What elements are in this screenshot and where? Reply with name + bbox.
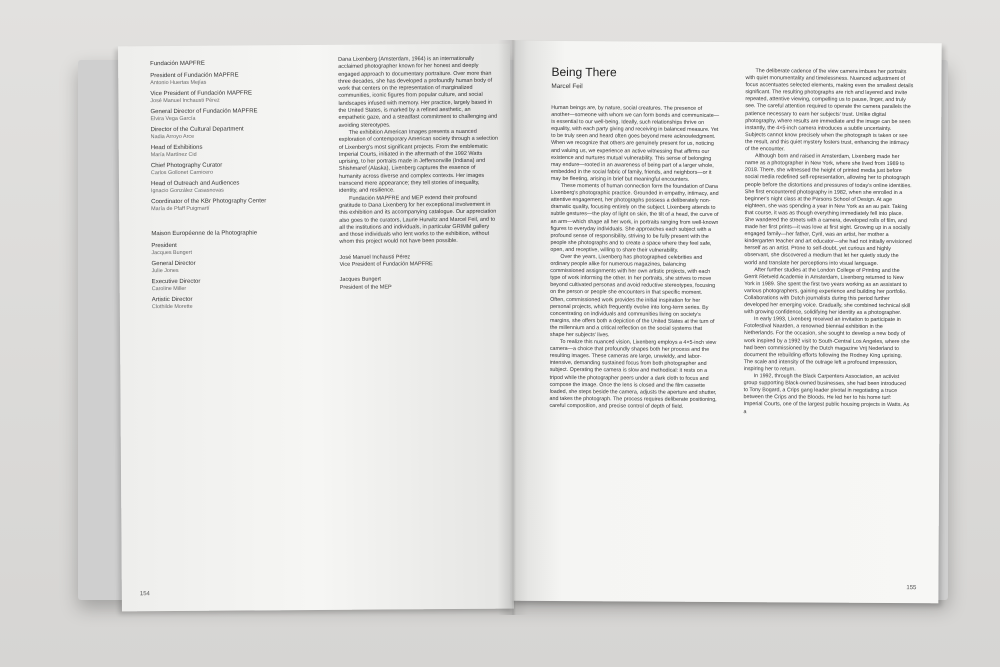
credit-role: President of Fundación MAPFRE	[150, 72, 239, 80]
paragraph: These moments of human connection form the foundation of Dana Lixenberg's photographic practice. Grounded in empathy, intimacy, and attentive engagement, her photographs possess a deliberately non-dramatic quality, focusing entirely on the subject. Lixenberg attends to subtle gestures—the play of light on skin, the tilt of a head, the curve of an arm—which shape all her work, in portraits ranging from well-known figures to everyday individuals. She approaches each subject with a profound sense of responsibility, striving to be fully present with the people she photographs and to create a space where they feel safe, open, and receptive, willing to share their vulnerability.	[550, 183, 719, 254]
credit-entry	[152, 278, 302, 293]
text-column-1	[549, 105, 719, 411]
signature-block	[340, 276, 500, 292]
credit-entry	[151, 198, 301, 213]
org-title: Fundación MAPFRE	[150, 60, 205, 68]
credit-role: Head of Exhibitions	[150, 144, 203, 152]
paragraph: After further studies at the London College of Printing and the Gerrit Rietveld Academie in Amsterdam, Lixenberg returned to New York in 1989. She spent the first two years working as an assistant to various photographers, gaining experience and building her portfolio. Collaborations with Dutch journalists during this period further developed her emerging voice. Gradually, she combined technical skill with growing confidence, solidifying her identity as a photographer.	[744, 266, 911, 317]
credit-name: Julie Jones	[151, 267, 179, 275]
credit-entry	[150, 72, 300, 87]
signature-name: Jacques Bungert	[339, 276, 381, 284]
credits-column	[150, 60, 302, 315]
org-title: Maison Européenne de la Photographie	[151, 230, 258, 238]
credit-entry	[151, 144, 301, 159]
credit-name: Clothilde Morette	[151, 303, 193, 311]
paragraph: Fundación MAPFRE and MEP extend their profound gratitude to Dana Lixenberg for her exceptional involvement in this exhibition and its accompanying catalogue. Our appreciation also goes to the curators, Laurie Hurwitz and Marcel Feil, and to all the institutions and individuals, in particular GRIMM gallery and those individuals who lent works to the exhibition, without whom this project would not have been possible.	[339, 194, 497, 246]
credit-name: María Martínez Cid	[150, 151, 197, 159]
credit-role: Chief Photography Curator	[150, 162, 223, 170]
credit-role: Artistic Director	[151, 296, 193, 304]
credit-role: Director of the Cultural Department	[150, 126, 244, 134]
credit-entry	[152, 260, 302, 275]
credit-name: Elvira Vega García	[150, 115, 196, 123]
signature-title: Vice President of Fundación MAPFRE	[339, 261, 433, 268]
signature-title: President of the MEP	[339, 284, 392, 291]
credit-entry	[151, 242, 301, 257]
credit-name: Nadia Arroyo Arce	[150, 133, 195, 141]
signature-block	[339, 253, 499, 269]
credit-name: María de Pfaff Puigmartí	[151, 205, 210, 213]
credit-role: Executive Director	[151, 278, 201, 286]
signature-name: José Manuel Inchausti Pérez	[339, 254, 411, 261]
credit-entry	[151, 180, 301, 195]
credit-name: Antonio Huertas Mejías	[150, 79, 207, 87]
credit-name: Caroline Miller	[151, 285, 187, 293]
paragraph: Over the years, Lixenberg has photographed celebrities and ordinary people alike for numerous magazines, balancing commissioned assignments with her own artistic projects, with each type of work informing the other. In her portraits, she strives to move beyond cultivated personas and avoid reductive stereotypes, focusing on the person or people she encounters in that specific moment. Often, commissioned work provides the initial inspiration for her personal projects, which frequently evolve into long-term series. By concentrating on individuals and communities living on society's margins, she offers both a depiction of the United States at the turn of the millennium and a critical reflection on the social systems that shape her subjects' lives.	[549, 253, 716, 339]
foreword-text	[338, 56, 500, 292]
page-number: 155	[906, 585, 917, 592]
right-page	[510, 41, 941, 604]
essay-title: Being There	[551, 64, 617, 80]
paragraph: Human beings are, by nature, social creatures. The presence of another—someone with whom we can form bonds and communicate—is essential to our well-being. Ideally, such relationships thrive on equality, with each party giving and receiving in balanced measure. Yet to be truly seen and heard often goes beyond mere acknowledgment. When we recognize that others are genuinely present for us, noticing and valuing us, we experience an active witnessing that affirms our existence and nurtures mutual vulnerability. This sense of belonging may endure—rooted in an awareness of being part of a larger whole, embedded in the social fabric of family, friends, and neighbors—or it may be fleeting, arising in brief but meaningful encounters.	[550, 104, 720, 183]
credit-name: José Manuel Inchausti Pérez	[150, 97, 220, 105]
credit-entry	[150, 108, 300, 123]
credit-entry	[150, 90, 300, 105]
credit-entry	[151, 162, 301, 177]
credit-entry	[152, 296, 302, 311]
left-page	[118, 44, 514, 612]
credit-role: General Director of Fundación MAPFRE	[150, 108, 258, 116]
paragraph: The exhibition American Images presents a nuanced exploration of contemporary American society through a selection of Lixenberg's most significant projects. From the emblematic Imperial Courts, initiated in the aftermath of the 1992 Watts uprising, to her portraits made in Jeffersonville (Indiana) and Shishmaref (Alaska), Lixenberg captures the essence of humanity across diverse and complex contexts. Her images transcend mere appearance; they tell stories of inequality, identity, and resilience.	[338, 128, 498, 195]
page-number: 154	[139, 591, 150, 598]
paragraph: The deliberate cadence of the view camera imbues her portraits with quiet monumentality and timelessness. Nuanced adjustment of focus accentuates selected elements, making even the smallest details significant. The resulting photographs are rich and layered and invite repeated, attentive viewing, compelling us to pause, linger, and truly see. The careful attention required to operate the camera parallels the patience necessary to earn her subjects' trust. Unlike digital photography, where results are immediate and the image can be seen instantly, the 4×5-inch camera introduces a subtle uncertainty. Subjects cannot know precisely when the photograph is taken or see the result, and this quiet mystery fosters trust, enhancing the intimacy of the encounter.	[745, 68, 914, 153]
paragraph: To realize this nuanced vision, Lixenberg employs a 4×5-inch view camera—a choice that profoundly shapes both her process and the resulting images. These cameras are large, unwieldy, and labor-intensive, demanding sustained focus from both photographer and subject. Operating the camera is slow and methodical: it rests on a tripod while the photographer peers under a dark cloth to focus and compose the image. Once the lens is closed and the film cassette loaded, she steps beside the camera, adjusts the aperture and shutter, and takes the photograph. The process requires deliberate positioning, careful composition, and precise control of depth of field.	[549, 339, 717, 410]
paragraph: In 1992, through the Black Carpenters Association, an activist group supporting Black-owned businesses, she had been introduced to Tony Bogard, a Crips gang leader pivotal in negotiating a truce between the Crips and the Bloods. He led her to his home turf: Imperial Courts, one of the largest public housing projects in Watts. As a	[743, 373, 910, 415]
credit-role: President	[151, 242, 177, 250]
credit-entry	[151, 126, 301, 141]
paragraph: Although born and raised in Amsterdam, Lixenberg made her name as a photographer in New York, where she lived from 1989 to 2018. There, she witnessed the height of printed media just before social media redefined self-representation, allowing her to photograph people before the distortions and pressures of today's online identities. She first encountered photography in 1982, when she enrolled in a beginner's night class at the Parsons School of Design. At age eighteen, she was spending a year in New York as an au pair. Taking that course, it was as though everything immediately fell into place. She wandered the streets with a camera, developed rolls of film, and made her first prints—it was love at first sight. Growing up in a socially engaged family—her father, Cyril, was an artist, her mother a kindergarten teacher and art educator—she had not initially envisioned herself as an artist. Prone to self-doubt, yet curious and highly observant, she discovered a medium that let her quietly study the world and translate her perceptions into visual language.	[744, 153, 912, 267]
essay-author: Marcel Feil	[551, 82, 583, 91]
credit-role: Vice President of Fundación MAPFRE	[150, 90, 252, 98]
text-column-2	[743, 68, 913, 417]
credit-name: Carlos Gollonet Carnicero	[150, 169, 213, 177]
spacer	[151, 216, 301, 231]
credit-name: Ignacio González Casasnovas	[151, 187, 224, 195]
credit-role: Coordinator of the KBr Photography Center	[151, 198, 267, 206]
credit-role: General Director	[151, 260, 196, 268]
credit-name: Jacques Bungert	[151, 249, 192, 257]
paragraph: Dana Lixenberg (Amsterdam, 1964) is an internationally acclaimed photographer known for her honest and deeply engaged approach to documentary portraiture. Over more than three decades, she has developed a profoundly human body of work that centers on the representation of marginalized communities, iconic figures from popular culture, and social landscapes infused with memory. Her practice, largely based in the United States, is marked by a refined aesthetic, an empathetic gaze, and a steadfast commitment to challenging and avoiding stereotypes.	[338, 55, 498, 129]
credit-role: Head of Outreach and Audiences	[150, 180, 240, 188]
paragraph: In early 1993, Lixenberg received an invitation to participate in Fotofestival Naarden, a renowned biennial exhibition in the Netherlands. For the occasion, she sought to develop a new body of work inspired by a 1992 visit to South-Central Los Angeles, where she had been commissioned by the Dutch magazine Vrij Nederland to document the rebuilding efforts following the Rodney King uprising. The scale and intensity of the outrage left a profound impression, inspiring her to return.	[743, 316, 910, 373]
